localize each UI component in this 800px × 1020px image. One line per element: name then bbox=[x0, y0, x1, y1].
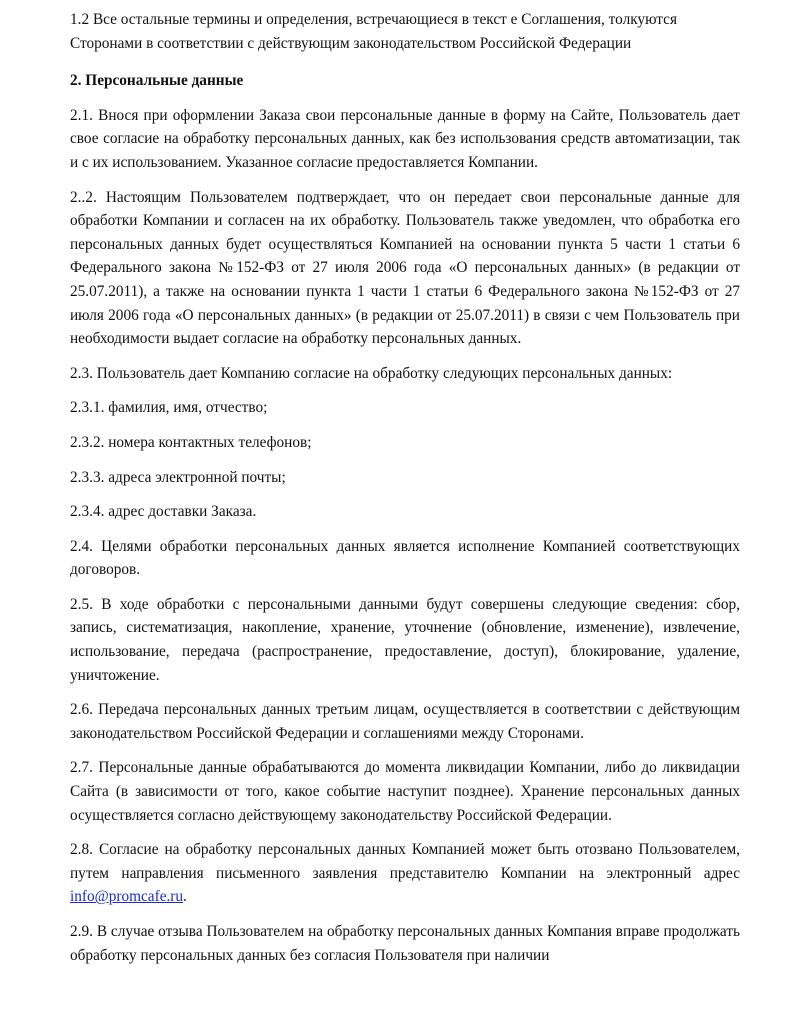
paragraph-2-8-end: . bbox=[183, 888, 187, 906]
paragraph-2-8-text: 2.8. Согласие на обработку персональных данных Компанией может быть отозвано Пользователем, путем направления письменного заявления представителю Компании на электронный адрес bbox=[70, 841, 740, 882]
paragraph-2-4: 2.4. Целями обработки персональных данных является исполнение Компанией соответствующих договоров. bbox=[70, 537, 740, 579]
paragraph-2-6: 2.6. Передача персональных данных третьим лицам, осуществляется в соответствии с действующим законодательством Российской Федерации и соглашениями между Сторонами. bbox=[70, 701, 740, 742]
document-page bbox=[70, 8, 740, 978]
list-item-2-3-4: 2.3.4. адрес доставки Заказа. bbox=[70, 503, 257, 521]
list-item-2-3-3: 2.3.3. адреса электронной почты; bbox=[70, 468, 286, 486]
list-item-2-3-2: 2.3.2. номера контактных телефонов; bbox=[70, 433, 312, 451]
paragraph-2-2: 2..2. Настоящим Пользователем подтверждает, что он передает свои персональные данные для обработки Компании и согласен на их обработку. Пользователь также уведомлен, что обработка его персональных данных будет осуществляться Компанией на основании пункта 5 части 1 статьи 6 Федерального закона №152-ФЗ от 27 июля 2006 года «О персональных данных» (в редакции от 25.07.2011), а также на основании пункта 1 части 1 статьи 6 Федерального закона №152-ФЗ от 27 июля 2006 года «О персональных данных» (в редакции от 25.07.2011) в связи с чем Пользователь при необходимости выдает согласие на обработку персональных данных. bbox=[70, 188, 740, 348]
paragraph-2-3: 2.3. Пользователь дает Компанию согласие на обработку следующих персональных данных: bbox=[70, 364, 673, 382]
email-link[interactable]: info@promcafe.ru bbox=[70, 888, 184, 906]
paragraph-2-9: 2.9. В случае отзыва Пользователем на обработку персональных данных Компания вправе продолжать обработку персональных данных без согласия Пользователя при наличии bbox=[70, 923, 740, 964]
list-item-2-3-1: 2.3.1. фамилия, имя, отчество; bbox=[70, 399, 268, 417]
paragraph-2-8 bbox=[70, 838, 740, 909]
paragraph-2-7: 2.7. Персональные данные обрабатываются до момента ликвидации Компании, либо до ликвидации Сайта (в зависимости от того, какое событие наступит позднее). Хранение персональных данных осуществляется согласно действующему законодательству Российской Федерации. bbox=[70, 759, 740, 824]
section-2-heading: 2. Персональные данные bbox=[70, 72, 244, 90]
paragraph-2-5: 2.5. В ходе обработки с персональными данными будут совершены следующие сведения: сбор, запись, систематизация, накопление, хранение, уточнение (обновление, изменение), извлечение, использование, передача (распространение, предоставление, доступ), блокирование, удаление, уничтожение. bbox=[70, 595, 740, 684]
paragraph-1-2: 1.2 Все остальные термины и определения, встречающиеся в текст е Соглашения, толкуются Сторонами в соответствии с действующим законодательством Российской Федерации bbox=[70, 11, 677, 52]
paragraph-2-1: 2.1. Внося при оформлении Заказа свои персональные данные в форму на Сайте, Пользователь дает свое согласие на обработку персональных данных, как без использования средств автоматизации, так и с их использованием. Указанное согласие предоставляется Компании. bbox=[70, 106, 740, 171]
